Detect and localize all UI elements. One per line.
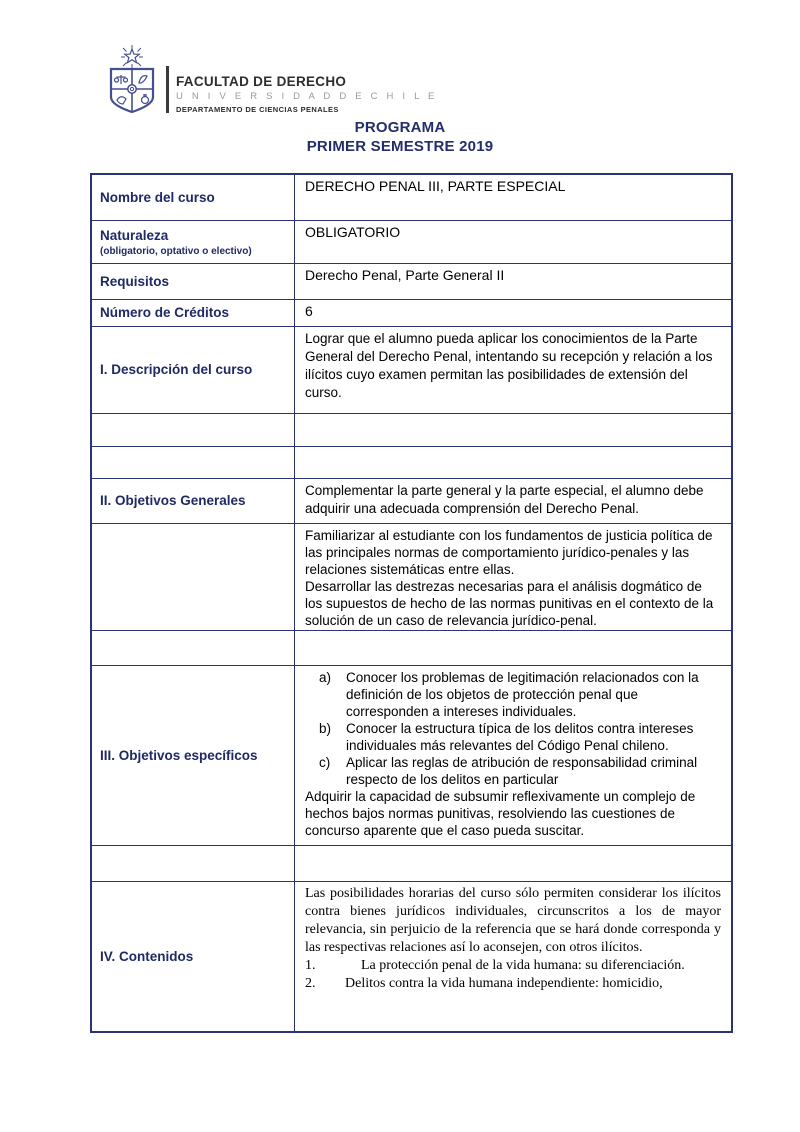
label-objetivos-especificos: III. Objetivos específicos — [100, 747, 258, 763]
value-numero-creditos: 6 — [305, 303, 313, 319]
university-logo — [106, 44, 438, 114]
parrafo-desarrollar: Desarrollar las destrezas necesarias para el análisis dogmático de los supuestos de hecho de las normas punitivas en el contexto de la solución de un caso de relevancia jurídico-penal. — [305, 579, 714, 628]
value-descripcion-curso: Lograr que el alumno pueda aplicar los conocimientos de la Parte General del Derecho Penal, intentando su recepción y relación a los ilícitos cuyo examen permitan las posibilidades de extensión del curso. — [305, 331, 713, 400]
cell-value-requisitos — [295, 264, 731, 299]
contenido-item-2 — [305, 975, 721, 993]
parrafo-familiarizar: Familiarizar al estudiante con los fundamentos de justicia política de las principales normas de comportamiento jurídico-penales y las relaciones sistemáticas entre ellas. — [305, 528, 713, 577]
row-naturaleza — [92, 220, 731, 263]
cell-label-naturaleza — [92, 221, 295, 263]
row-objetivos-especificos — [92, 665, 731, 845]
cell-label-objetivos-especificos — [92, 666, 295, 845]
cell-value-objetivos-generales — [295, 479, 731, 523]
cell-empty — [295, 631, 731, 665]
label-contenidos: IV. Contenidos — [100, 948, 194, 964]
row-requisitos — [92, 263, 731, 299]
cell-value-nombre — [295, 175, 731, 220]
cell-value-descripcion — [295, 327, 731, 413]
sublabel-naturaleza: (obligatorio, optativo o electivo) — [100, 245, 252, 257]
label-descripcion-curso: I. Descripción del curso — [100, 362, 253, 377]
logo-divider — [166, 66, 169, 113]
row-objetivos-generales — [92, 478, 731, 523]
list-marker-c: c) — [319, 755, 331, 770]
contenido-marker-2: 2. — [305, 976, 316, 991]
row-empty-2 — [92, 446, 731, 478]
cell-empty — [92, 846, 295, 881]
cell-empty — [295, 447, 731, 478]
course-program-table — [90, 173, 733, 1033]
cell-label-nombre — [92, 175, 295, 220]
parrafo-contenidos-intro: Las posibilidades horarias del curso sólo permiten considerar los ilícitos contra bienes jurídicos individuales, circunscritos a los de mayor relevancia, sin perjuicio de la referencia que se hará donde corresponda y las respectivas relaciones así lo aconsejen, con otros ilícitos. — [305, 886, 721, 955]
cell-value-contenidos — [295, 882, 731, 1031]
row-descripcion-curso — [92, 326, 731, 413]
department-name: DEPARTAMENTO DE CIENCIAS PENALES — [176, 105, 339, 114]
list-item-b — [305, 720, 721, 754]
cell-empty — [295, 846, 731, 881]
contenido-item-1 — [305, 957, 721, 975]
contenido-text-1: La protección penal de la vida humana: su diferenciación. — [361, 958, 685, 973]
row-empty-1 — [92, 413, 731, 446]
logo-text-block — [176, 74, 438, 114]
cell-empty — [92, 524, 295, 630]
list-text-b: Conocer la estructura típica de los delitos contra intereses individuales más relevantes del Código Penal chileno. — [346, 721, 694, 753]
contenido-marker-1: 1. — [305, 958, 316, 973]
value-objetivos-generales: Complementar la parte general y la parte especial, el alumno debe adquirir una adecuada comprensión del Derecho Penal. — [305, 483, 704, 516]
row-contenidos — [92, 881, 731, 1031]
cell-label-objetivos-generales — [92, 479, 295, 523]
parrafo-adquirir: Adquirir la capacidad de subsumir reflexivamente un complejo de hechos bajos normas punitivas, resolviendo las cuestiones de concurso aparente que el caso pueda suscitar. — [305, 789, 696, 838]
list-text-a: Conocer los problemas de legitimación relacionados con la definición de los objetos de protección penal que corresponden a intereses individuales. — [346, 670, 699, 719]
cell-label-contenidos — [92, 882, 295, 1031]
cell-value-naturaleza — [295, 221, 731, 263]
label-numero-creditos: Número de Créditos — [100, 305, 230, 320]
cell-label-requisitos — [92, 264, 295, 299]
list-text-c: Aplicar las reglas de atribución de responsabilidad criminal respecto de los delitos en particular — [346, 755, 698, 787]
university-shield-icon — [106, 44, 158, 114]
faculty-name: FACULTAD DE DERECHO — [176, 74, 347, 89]
university-name: U N I V E R S I D A D D E C H I L E — [176, 91, 438, 102]
value-requisitos: Derecho Penal, Parte General II — [305, 267, 505, 283]
cell-objetivos-generales-parrafos — [295, 524, 731, 630]
list-marker-a: a) — [319, 670, 332, 685]
cell-value-objetivos-especificos — [295, 666, 731, 845]
label-naturaleza: Naturaleza — [100, 227, 169, 243]
title-semester: PRIMER SEMESTRE 2019 — [306, 138, 494, 155]
row-numero-creditos — [92, 299, 731, 326]
label-objetivos-generales: II. Objetivos Generales — [100, 493, 246, 508]
cell-label-creditos — [92, 300, 295, 326]
contenido-text-2: Delitos contra la vida humana independiente: homicidio, — [345, 976, 663, 991]
cell-empty — [295, 414, 731, 446]
row-empty-3 — [92, 630, 731, 665]
label-requisitos: Requisitos — [100, 273, 170, 289]
cell-empty — [92, 447, 295, 478]
title-program: PROGRAMA — [354, 119, 446, 136]
list-item-a — [305, 669, 721, 720]
cell-value-creditos — [295, 300, 731, 326]
cell-empty — [92, 414, 295, 446]
row-objetivos-generales-cont — [92, 523, 731, 630]
list-marker-b: b) — [319, 721, 332, 736]
label-nombre-del-curso: Nombre del curso — [100, 189, 215, 205]
document-title — [0, 118, 800, 156]
cell-label-descripcion — [92, 327, 295, 413]
value-nombre-del-curso: DERECHO PENAL III, PARTE ESPECIAL — [305, 178, 566, 194]
list-item-c — [305, 754, 721, 788]
row-nombre-del-curso — [92, 175, 731, 220]
row-empty-4 — [92, 845, 731, 881]
value-naturaleza: OBLIGATORIO — [305, 224, 401, 240]
cell-empty — [92, 631, 295, 665]
